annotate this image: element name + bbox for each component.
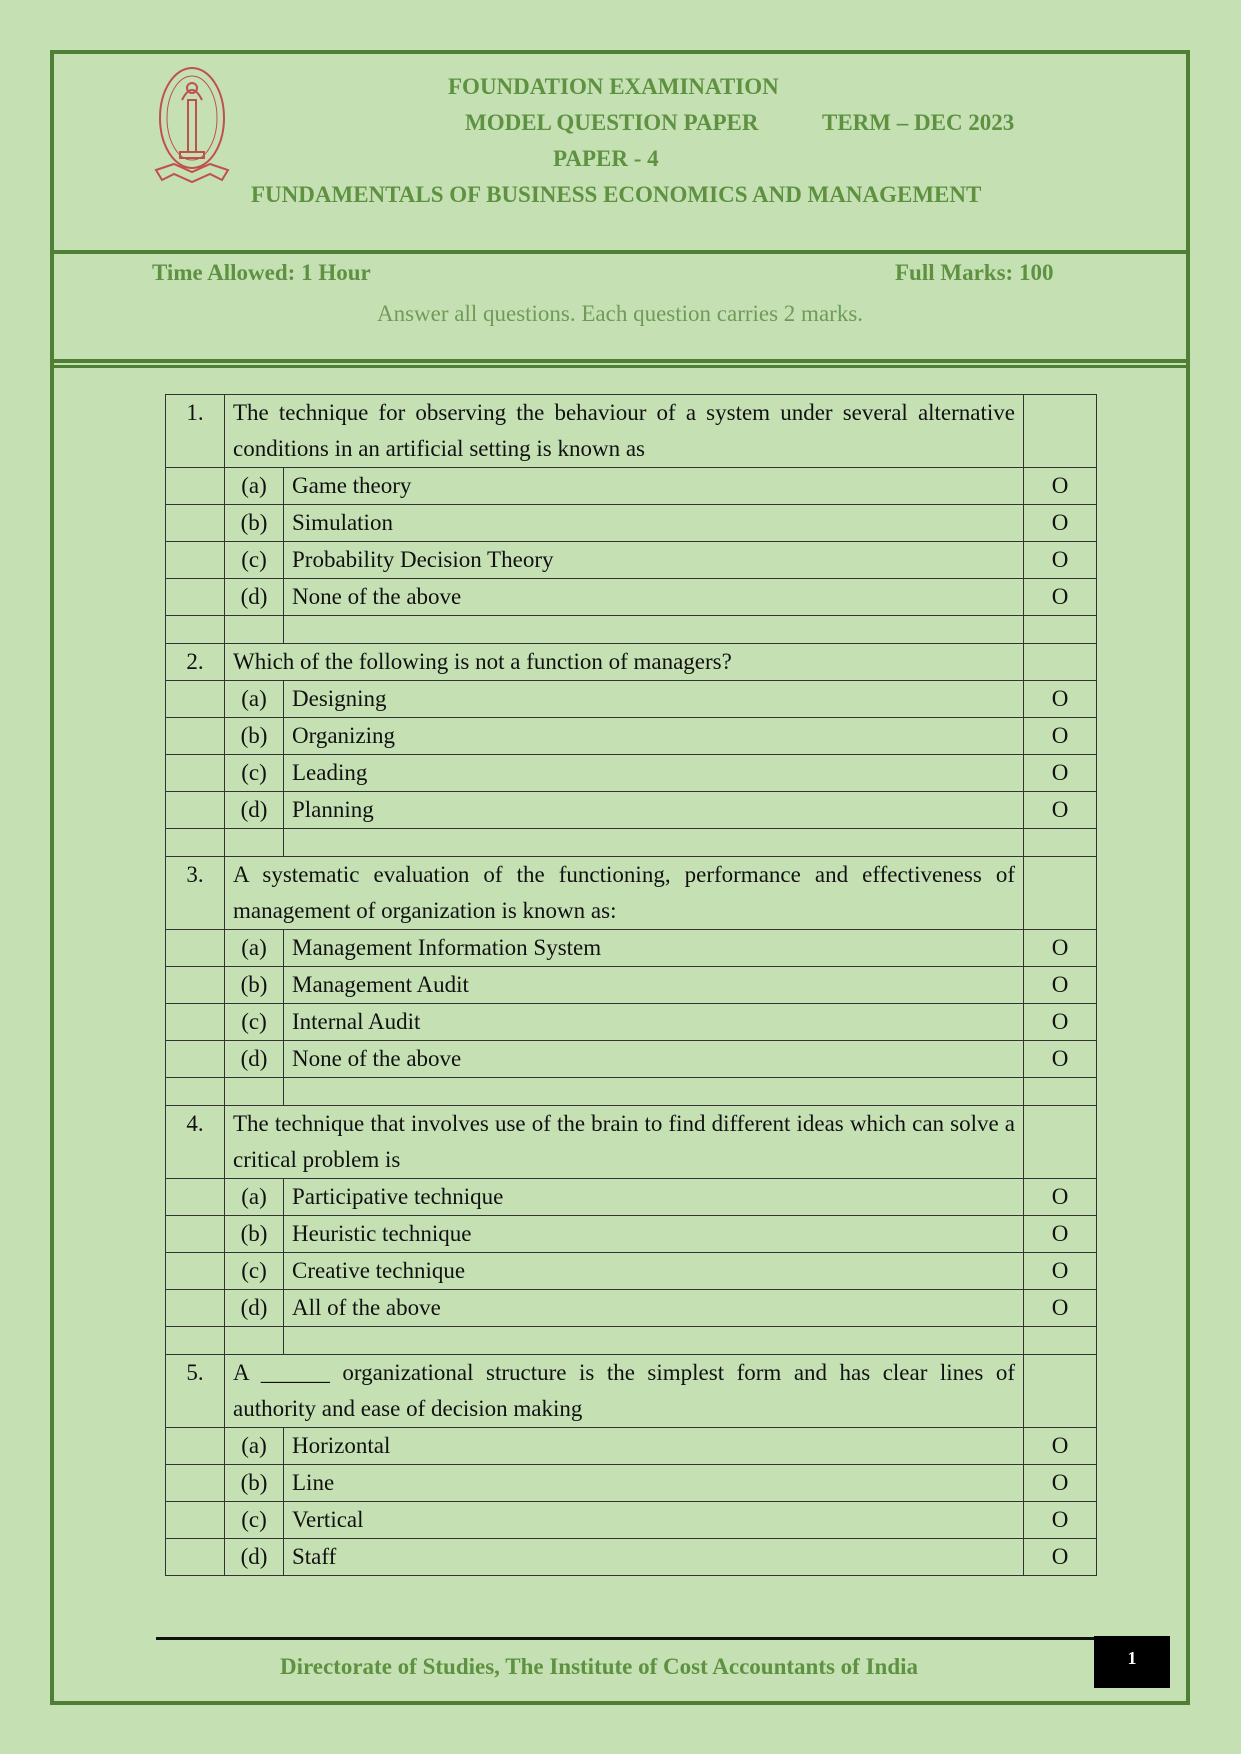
option-text: Horizontal	[284, 1428, 1024, 1465]
answer-bubble[interactable]: O	[1024, 1004, 1097, 1041]
spacer-cell	[225, 829, 284, 857]
answer-cell-empty	[1024, 1355, 1097, 1428]
option-row	[166, 1253, 1097, 1290]
option-spacer	[166, 755, 225, 792]
option-row	[166, 1179, 1097, 1216]
page-frame	[50, 50, 1190, 1705]
institute-logo-icon	[152, 60, 232, 188]
answer-bubble[interactable]: O	[1024, 792, 1097, 829]
option-text: All of the above	[284, 1290, 1024, 1327]
question-text: A systematic evaluation of the functioning, performance and effectiveness of management of organization is known as:	[225, 857, 1024, 930]
paper-number: PAPER - 4	[553, 146, 659, 171]
spacer-cell	[225, 1078, 284, 1106]
full-marks: Full Marks: 100	[895, 260, 1054, 285]
option-text: Staff	[284, 1539, 1024, 1576]
answer-bubble[interactable]: O	[1024, 579, 1097, 616]
option-spacer	[166, 505, 225, 542]
answer-bubble[interactable]: O	[1024, 1290, 1097, 1327]
option-row	[166, 1502, 1097, 1539]
page-number: 1	[1094, 1636, 1170, 1688]
question-table	[165, 394, 1097, 1576]
option-spacer	[166, 718, 225, 755]
option-label: (c)	[225, 755, 284, 792]
option-label: (b)	[225, 967, 284, 1004]
spacer-cell	[284, 616, 1024, 644]
exam-info	[54, 250, 1186, 363]
option-spacer	[166, 1004, 225, 1041]
option-row	[166, 967, 1097, 1004]
option-label: (a)	[225, 930, 284, 967]
answer-bubble[interactable]: O	[1024, 1253, 1097, 1290]
option-text: Creative technique	[284, 1253, 1024, 1290]
option-spacer	[166, 967, 225, 1004]
option-text: None of the above	[284, 579, 1024, 616]
option-label: (a)	[225, 468, 284, 505]
option-spacer	[166, 930, 225, 967]
spacer-cell	[166, 1078, 225, 1106]
option-label: (c)	[225, 1253, 284, 1290]
option-spacer	[166, 1041, 225, 1078]
question-text: A ______ organizational structure is the simplest form and has clear lines of authority and ease of decision making	[225, 1355, 1024, 1428]
option-row	[166, 681, 1097, 718]
option-text: Vertical	[284, 1502, 1024, 1539]
option-spacer	[166, 1179, 225, 1216]
answer-bubble[interactable]: O	[1024, 468, 1097, 505]
question-text: The technique for observing the behaviour of a system under several alternative conditions in an artificial setting is known as	[225, 395, 1024, 468]
question-number: 5.	[166, 1355, 225, 1428]
spacer-row	[166, 829, 1097, 857]
question-number: 1.	[166, 395, 225, 468]
answer-bubble[interactable]: O	[1024, 1179, 1097, 1216]
answer-bubble[interactable]: O	[1024, 1465, 1097, 1502]
option-text: Leading	[284, 755, 1024, 792]
option-row	[166, 505, 1097, 542]
answer-cell-empty	[1024, 644, 1097, 681]
option-spacer	[166, 542, 225, 579]
option-label: (d)	[225, 579, 284, 616]
answer-bubble[interactable]: O	[1024, 1216, 1097, 1253]
time-allowed: Time Allowed: 1 Hour	[152, 260, 371, 285]
option-text: Participative technique	[284, 1179, 1024, 1216]
option-row	[166, 930, 1097, 967]
answer-bubble[interactable]: O	[1024, 718, 1097, 755]
spacer-row	[166, 616, 1097, 644]
spacer-cell	[166, 829, 225, 857]
answer-bubble[interactable]: O	[1024, 505, 1097, 542]
option-label: (d)	[225, 1041, 284, 1078]
question-number: 2.	[166, 644, 225, 681]
option-label: (b)	[225, 505, 284, 542]
question-row	[166, 857, 1097, 930]
option-text: Planning	[284, 792, 1024, 829]
option-spacer	[166, 1502, 225, 1539]
option-row	[166, 1041, 1097, 1078]
question-row	[166, 1106, 1097, 1179]
answer-bubble[interactable]: O	[1024, 1428, 1097, 1465]
answer-bubble[interactable]: O	[1024, 1539, 1097, 1576]
spacer-cell	[1024, 1078, 1097, 1106]
answer-bubble[interactable]: O	[1024, 930, 1097, 967]
exam-title: FOUNDATION EXAMINATION	[448, 74, 779, 99]
spacer-cell	[166, 616, 225, 644]
option-text: Probability Decision Theory	[284, 542, 1024, 579]
option-spacer	[166, 681, 225, 718]
paper-type: MODEL QUESTION PAPER	[465, 110, 759, 135]
option-row	[166, 718, 1097, 755]
answer-cell-empty	[1024, 857, 1097, 930]
option-label: (b)	[225, 718, 284, 755]
option-row	[166, 542, 1097, 579]
option-label: (c)	[225, 1502, 284, 1539]
option-row	[166, 468, 1097, 505]
answer-bubble[interactable]: O	[1024, 681, 1097, 718]
option-row	[166, 1004, 1097, 1041]
spacer-cell	[1024, 829, 1097, 857]
option-label: (d)	[225, 1539, 284, 1576]
question-row	[166, 395, 1097, 468]
option-spacer	[166, 1465, 225, 1502]
spacer-cell	[1024, 1327, 1097, 1355]
option-label: (b)	[225, 1465, 284, 1502]
option-spacer	[166, 1253, 225, 1290]
option-spacer	[166, 468, 225, 505]
option-label: (c)	[225, 542, 284, 579]
question-number: 4.	[166, 1106, 225, 1179]
option-row	[166, 755, 1097, 792]
answer-bubble[interactable]: O	[1024, 967, 1097, 1004]
option-label: (d)	[225, 1290, 284, 1327]
option-label: (b)	[225, 1216, 284, 1253]
question-text: The technique that involves use of the brain to find different ideas which can solve a critical problem is	[225, 1106, 1024, 1179]
option-row	[166, 579, 1097, 616]
spacer-cell	[225, 1327, 284, 1355]
header	[54, 54, 1186, 254]
spacer-row	[166, 1327, 1097, 1355]
answer-bubble[interactable]: O	[1024, 1041, 1097, 1078]
option-spacer	[166, 579, 225, 616]
spacer-cell	[1024, 616, 1097, 644]
term-label: TERM – DEC 2023	[822, 110, 1015, 135]
answer-bubble[interactable]: O	[1024, 1502, 1097, 1539]
footer-divider	[156, 1637, 1098, 1640]
spacer-cell	[284, 1078, 1024, 1106]
option-row	[166, 1539, 1097, 1576]
footer-text: Directorate of Studies, The Institute of Cost Accountants of India	[279, 1654, 919, 1679]
option-spacer	[166, 1290, 225, 1327]
option-text: Management Information System	[284, 930, 1024, 967]
option-label: (d)	[225, 792, 284, 829]
divider	[54, 365, 1186, 368]
instructions: Answer all questions. Each question carries 2 marks.	[376, 301, 864, 326]
option-text: Heuristic technique	[284, 1216, 1024, 1253]
option-text: Game theory	[284, 468, 1024, 505]
answer-bubble[interactable]: O	[1024, 755, 1097, 792]
spacer-cell	[284, 829, 1024, 857]
option-label: (a)	[225, 1428, 284, 1465]
option-text: None of the above	[284, 1041, 1024, 1078]
option-row	[166, 1428, 1097, 1465]
spacer-cell	[166, 1327, 225, 1355]
spacer-row	[166, 1078, 1097, 1106]
option-spacer	[166, 1428, 225, 1465]
answer-bubble[interactable]: O	[1024, 542, 1097, 579]
option-spacer	[166, 1216, 225, 1253]
option-text: Simulation	[284, 505, 1024, 542]
option-spacer	[166, 792, 225, 829]
option-label: (a)	[225, 1179, 284, 1216]
option-text: Internal Audit	[284, 1004, 1024, 1041]
question-number: 3.	[166, 857, 225, 930]
option-row	[166, 1465, 1097, 1502]
spacer-cell	[284, 1327, 1024, 1355]
option-text: Line	[284, 1465, 1024, 1502]
subject-title: FUNDAMENTALS OF BUSINESS ECONOMICS AND MANAGEMENT	[251, 182, 982, 207]
option-spacer	[166, 1539, 225, 1576]
option-label: (a)	[225, 681, 284, 718]
option-text: Management Audit	[284, 967, 1024, 1004]
answer-cell-empty	[1024, 395, 1097, 468]
option-text: Organizing	[284, 718, 1024, 755]
option-label: (c)	[225, 1004, 284, 1041]
option-row	[166, 1216, 1097, 1253]
option-row	[166, 1290, 1097, 1327]
option-row	[166, 792, 1097, 829]
answer-cell-empty	[1024, 1106, 1097, 1179]
question-row	[166, 1355, 1097, 1428]
option-text: Designing	[284, 681, 1024, 718]
spacer-cell	[225, 616, 284, 644]
question-text: Which of the following is not a function of managers?	[225, 644, 1024, 681]
question-row	[166, 644, 1097, 681]
